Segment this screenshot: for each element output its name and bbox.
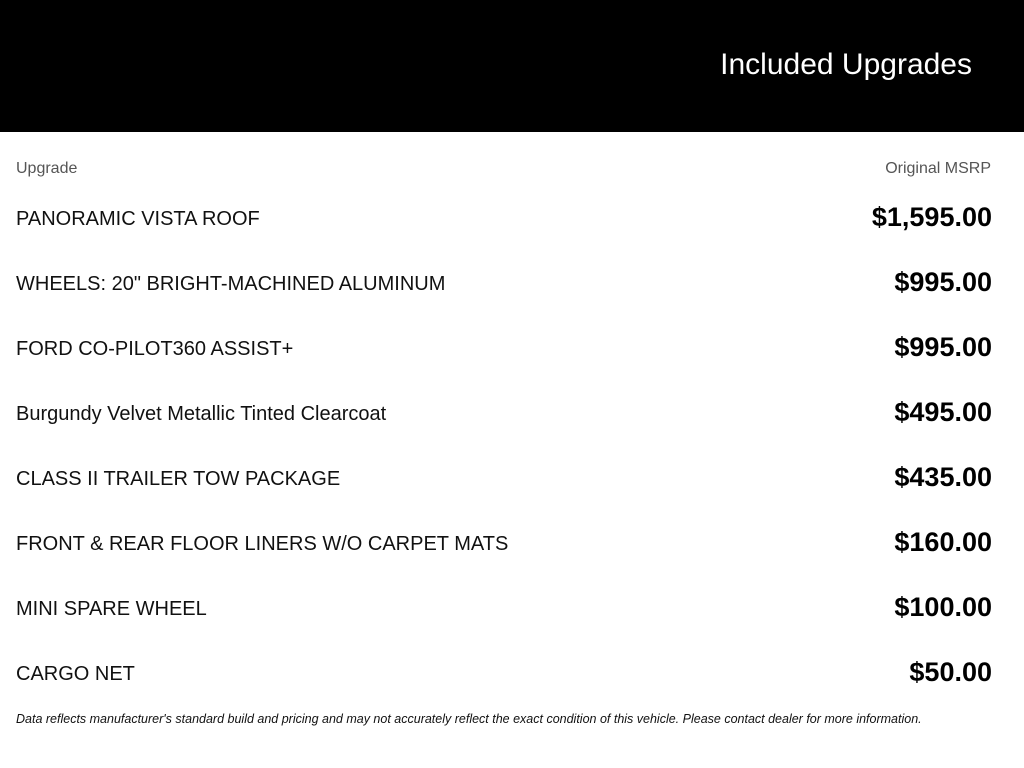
column-headers <box>16 160 992 180</box>
column-header-msrp: Original MSRP <box>885 160 991 177</box>
list-item <box>16 200 992 265</box>
upgrade-price: $435.00 <box>894 462 992 492</box>
list-item <box>16 590 992 655</box>
list-item <box>16 330 992 395</box>
list-item <box>16 265 992 330</box>
header-banner <box>0 0 1024 132</box>
upgrade-price: $160.00 <box>894 527 992 557</box>
upgrade-price: $495.00 <box>894 397 992 427</box>
upgrade-name: WHEELS: 20" BRIGHT-MACHINED ALUMINUM <box>16 273 446 295</box>
upgrade-name: CARGO NET <box>16 663 135 685</box>
list-item <box>16 525 992 590</box>
upgrade-price: $100.00 <box>894 592 992 622</box>
upgrade-price: $995.00 <box>894 267 992 297</box>
upgrade-name: CLASS II TRAILER TOW PACKAGE <box>16 468 341 490</box>
upgrade-price: $1,595.00 <box>871 202 992 232</box>
upgrade-name: MINI SPARE WHEEL <box>16 598 207 620</box>
upgrade-name: Burgundy Velvet Metallic Tinted Clearcoat <box>16 403 387 425</box>
upgrade-price: $995.00 <box>894 332 992 362</box>
page-title: Included Upgrades <box>720 48 972 81</box>
upgrade-price: $50.00 <box>909 657 992 687</box>
upgrade-name: PANORAMIC VISTA ROOF <box>16 208 260 230</box>
list-item <box>16 395 992 460</box>
disclaimer-text: Data reflects manufacturer's standard build and pricing and may not accurately reflect the exact condition of this vehicle. Please contact dealer for more information. <box>16 712 922 726</box>
column-header-upgrade: Upgrade <box>16 160 78 177</box>
list-item <box>16 460 992 525</box>
upgrade-name: FRONT & REAR FLOOR LINERS W/O CARPET MATS <box>16 533 509 555</box>
upgrades-list <box>16 200 992 720</box>
upgrade-name: FORD CO-PILOT360 ASSIST+ <box>16 338 294 360</box>
list-item <box>16 655 992 720</box>
